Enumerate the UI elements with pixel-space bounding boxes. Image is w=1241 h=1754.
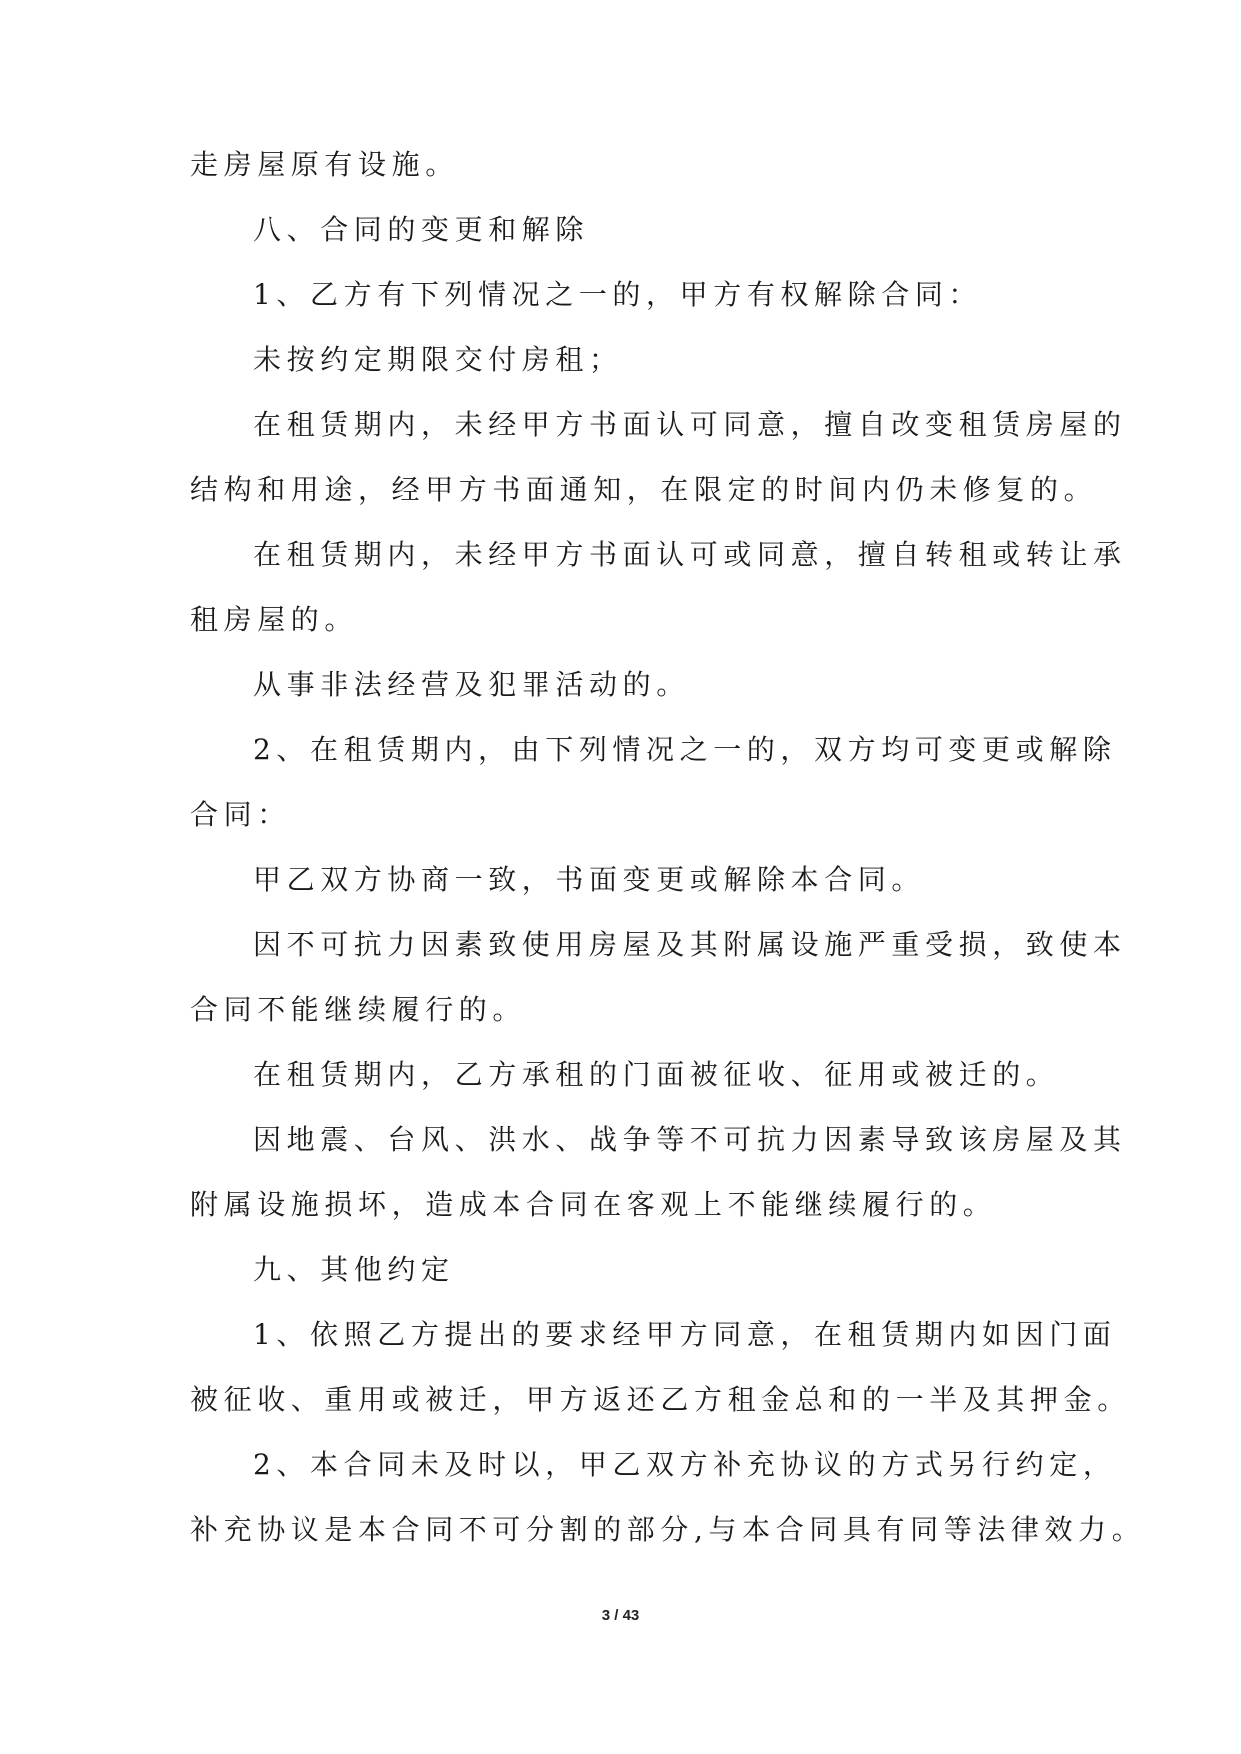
paragraph-line: 走房屋原有设施。 <box>190 148 459 181</box>
paragraph-line: 合同不能继续履行的。 <box>190 993 527 1026</box>
paragraph-line: 甲乙双方协商一致，书面变更或解除本合同。 <box>253 863 926 896</box>
paragraph-line: 从事非法经营及犯罪活动的。 <box>253 668 690 701</box>
paragraph-line: 在租赁期内，乙方承租的门面被征收、征用或被迁的。 <box>253 1058 1060 1091</box>
section-heading: 八、合同的变更和解除 <box>253 213 590 246</box>
contract-body <box>190 145 1146 1575</box>
paragraph-line: 因不可抗力因素致使用房屋及其附属设施严重受损，致使本 <box>253 928 1127 961</box>
paragraph-line: 因地震、台风、洪水、战争等不可抗力因素导致该房屋及其 <box>253 1123 1127 1156</box>
paragraph-line: 在租赁期内，未经甲方书面认可或同意，擅自转租或转让承 <box>253 538 1127 571</box>
paragraph-line: 2、本合同未及时以，甲乙双方补充协议的方式另行约定， <box>253 1448 1117 1481</box>
paragraph-line: 未按约定期限交付房租； <box>253 343 623 376</box>
section-heading: 九、其他约定 <box>253 1253 455 1286</box>
paragraph-line: 结构和用途，经甲方书面通知，在限定的时间内仍未修复的。 <box>190 473 1098 506</box>
paragraph-line: 在租赁期内，未经甲方书面认可同意，擅自改变租赁房屋的 <box>253 408 1127 441</box>
paragraph-line: 附属设施损坏，造成本合同在客观上不能继续履行的。 <box>190 1188 997 1221</box>
paragraph-line: 1、乙方有下列情况之一的，甲方有权解除合同： <box>253 278 983 311</box>
paragraph-line: 合同： <box>190 798 291 831</box>
paragraph-line: 2、在租赁期内，由下列情况之一的，双方均可变更或解除 <box>253 733 1117 766</box>
paragraph-line: 补充协议是本合同不可分割的部分,与本合同具有同等法律效力。 <box>190 1513 1146 1546</box>
page-number: 3 / 43 <box>601 1607 640 1624</box>
paragraph-line: 1、依照乙方提出的要求经甲方同意，在租赁期内如因门面 <box>253 1318 1117 1351</box>
paragraph-line: 被征收、重用或被迁，甲方返还乙方租金总和的一半及其押金。 <box>190 1383 1131 1416</box>
paragraph-line: 租房屋的。 <box>190 603 359 636</box>
